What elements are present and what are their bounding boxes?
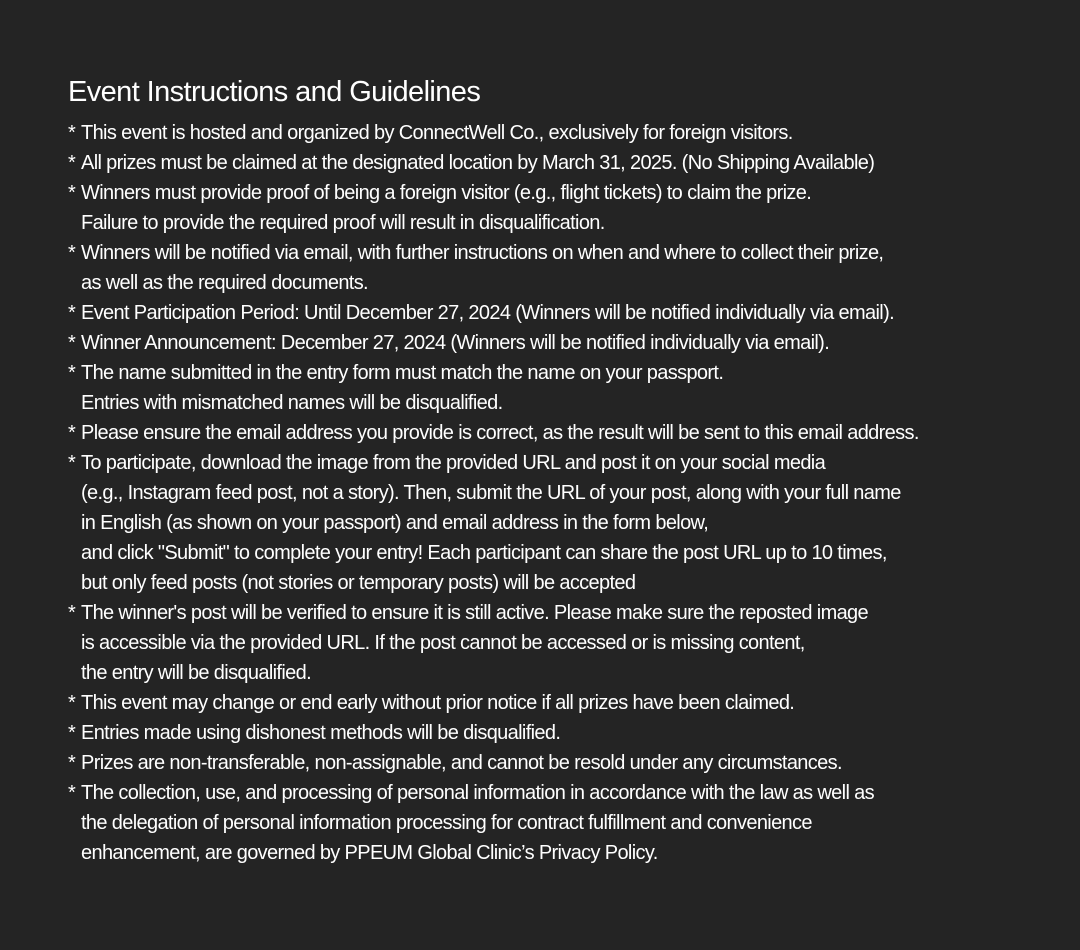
list-item-line: the delegation of personal information processing for contract fulfillment and convenience [81, 812, 812, 834]
page-title: Event Instructions and Guidelines [68, 76, 481, 108]
list-item-text [81, 778, 874, 868]
list-item [68, 148, 1058, 178]
list-item-line: This event may change or end early without prior notice if all prizes have been claimed. [81, 692, 795, 714]
list-item-text [81, 148, 874, 178]
bullet-marker: * [68, 782, 76, 804]
list-item [68, 118, 1058, 148]
list-item-text [81, 178, 811, 238]
list-item-line: This event is hosted and organized by ConnectWell Co., exclusively for foreign visitors. [81, 122, 793, 144]
list-item-line: enhancement, are governed by PPEUM Global Clinic’s Privacy Policy. [81, 842, 658, 864]
list-item-line: in English (as shown on your passport) and email address in the form below, [81, 512, 709, 534]
bullet-marker: * [68, 722, 76, 744]
list-item-line: The winner's post will be verified to ensure it is still active. Please make sure the reposted image [81, 602, 868, 624]
list-item-line: The collection, use, and processing of personal information in accordance with the law as well as [81, 782, 874, 804]
list-item-text [81, 118, 793, 148]
bullet-marker: * [68, 332, 76, 354]
list-item-line: but only feed posts (not stories or temporary posts) will be accepted [81, 572, 636, 594]
list-item-line: Please ensure the email address you provide is correct, as the result will be sent to this email address. [81, 422, 919, 444]
list-item-line: The name submitted in the entry form must match the name on your passport. [81, 362, 724, 384]
bullet-marker: * [68, 302, 76, 324]
list-item-line: Failure to provide the required proof will result in disqualification. [81, 212, 605, 234]
list-item-line: Winners will be notified via email, with further instructions on when and where to collect their prize, [81, 242, 884, 264]
list-item [68, 748, 1058, 778]
bullet-marker: * [68, 422, 76, 444]
bullet-marker: * [68, 752, 76, 774]
bullet-marker: * [68, 602, 76, 624]
list-item [68, 448, 1058, 598]
list-item [68, 598, 1058, 688]
bullet-marker: * [68, 182, 76, 204]
bullet-marker: * [68, 692, 76, 714]
list-item-text [81, 688, 794, 718]
bullet-marker: * [68, 362, 76, 384]
list-item-text [81, 718, 560, 748]
list-item-line: the entry will be disqualified. [81, 662, 311, 684]
list-item [68, 238, 1058, 298]
bullet-marker: * [68, 452, 76, 474]
list-item-line: To participate, download the image from the provided URL and post it on your social media [81, 452, 826, 474]
list-item-line: Winners must provide proof of being a foreign visitor (e.g., flight tickets) to claim the prize. [81, 182, 812, 204]
bullet-marker: * [68, 152, 76, 174]
list-item-text [81, 418, 919, 448]
list-item-text [81, 238, 883, 298]
list-item-line: (e.g., Instagram feed post, not a story). Then, submit the URL of your post, along with your full name [81, 482, 901, 504]
list-item-line: All prizes must be claimed at the designated location by March 31, 2025. (No Shipping Available) [81, 152, 875, 174]
list-item-text [81, 358, 723, 418]
list-item-line: as well as the required documents. [81, 272, 368, 294]
bullet-marker: * [68, 122, 76, 144]
list-item [68, 418, 1058, 448]
list-item-line: Entries made using dishonest methods will be disqualified. [81, 722, 561, 744]
guidelines-section [68, 74, 1058, 868]
list-item-text [81, 328, 829, 358]
list-item-line: and click "Submit" to complete your entry! Each participant can share the post URL up to 10 times, [81, 542, 887, 564]
guidelines-list [68, 118, 1058, 868]
bullet-marker: * [68, 242, 76, 264]
list-item [68, 718, 1058, 748]
list-item-text [81, 448, 901, 598]
list-item-line: Event Participation Period: Until December 27, 2024 (Winners will be notified individually via email). [81, 302, 894, 324]
list-item-line: Prizes are non-transferable, non-assignable, and cannot be resold under any circumstances. [81, 752, 842, 774]
list-item [68, 688, 1058, 718]
list-item [68, 178, 1058, 238]
list-item [68, 328, 1058, 358]
list-item-line: Winner Announcement: December 27, 2024 (Winners will be notified individually via email). [81, 332, 830, 354]
list-item-text [81, 298, 894, 328]
list-item-line: is accessible via the provided URL. If the post cannot be accessed or is missing content, [81, 632, 805, 654]
list-item-line: Entries with mismatched names will be disqualified. [81, 392, 503, 414]
list-item-text [81, 748, 842, 778]
list-item [68, 298, 1058, 328]
list-item [68, 778, 1058, 868]
list-item-text [81, 598, 868, 688]
list-item [68, 358, 1058, 418]
